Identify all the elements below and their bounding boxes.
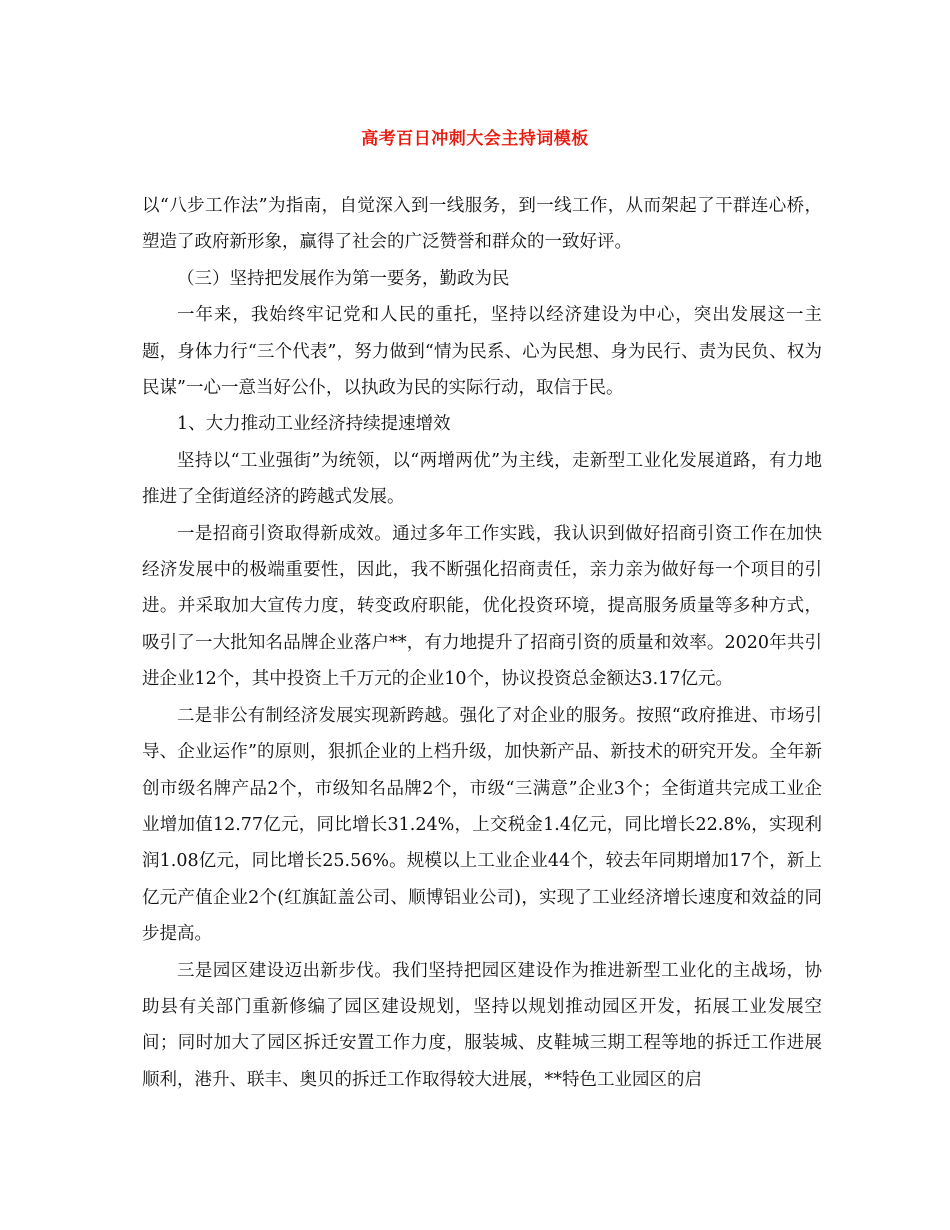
paragraph-continuation: 以“八步工作法”为指南，自觉深入到一线服务，到一线工作，从而架起了干群连心桥，塑造了政府新形象，赢得了社会的广泛赞誉和群众的一致好评。 <box>142 196 822 253</box>
paragraph: 一年来，我始终牢记党和人民的重托，坚持以经济建设为中心，突出发展这一主题，身体力行“三个代表”，努力做到“情为民系、心为民想、身为民行、责为民负、权为民谋”一心一意当好公仆，以执政为民的实际行动，取信于民。 <box>142 305 822 399</box>
paragraph: 坚持以“工业强街”为统领，以“两增两优”为主线，走新型工业化发展道路，有力地推进了全街道经济的跨越式发展。 <box>142 450 822 508</box>
document-body <box>142 188 822 1098</box>
paragraph: 一是招商引资取得新成效。通过多年工作实践，我认识到做好招商引资工作在加快经济发展中的极端重要性，因此，我不断强化招商责任，亲力亲为做好每一个项目的引进。并采取加大宣传力度，转变政府职能，优化投资环境，提高服务质量等多种方式，吸引了一大批知名品牌企业落户**，有力地提升了招商引资的质量和效率。2020年共引进企业12个，其中投资上千万元的企业10个，协议投资总金额达3.17亿元。 <box>142 523 822 690</box>
document-title: 高考百日冲刺大会主持词模板 <box>361 129 589 149</box>
paragraph: 三是园区建设迈出新步伐。我们坚持把园区建设作为推进新型工业化的主战场，协助县有关部门重新修编了园区建设规划，坚持以规划推动园区开发，拓展工业发展空间；同时加大了园区拆迁安置工作力度，服装城、皮鞋城三期工程等地的拆迁工作进展顺利，港升、联丰、奥贝的拆迁工作取得较大进展，**特色工业园区的启 <box>142 960 822 1090</box>
paragraph: 二是非公有制经济发展实现新跨越。强化了对企业的服务。按照“政府推进、市场引导、企业运作”的原则，狠抓企业的上档升级，加快新产品、新技术的研究开发。全年新创市级名牌产品2个，市级知名品牌2个，市级“三满意”企业3个；全街道共完成工业企业增加值12.77亿元，同比增长31.24%，上交税金1.4亿元，同比增长22.8%，实现利润1.08亿元，同比增长25.56%。规模以上工业企业44个，较去年同期增加17个，新上亿元产值企业2个(红旗缸盖公司、顺博铝业公司)，实现了工业经济增长速度和效益的同步提高。 <box>142 705 822 945</box>
subsection-heading: 1、大力推动工业经济持续提速增效 <box>177 414 451 435</box>
section-heading: （三）坚持把发展作为第一要务，勤政为民 <box>177 268 510 289</box>
